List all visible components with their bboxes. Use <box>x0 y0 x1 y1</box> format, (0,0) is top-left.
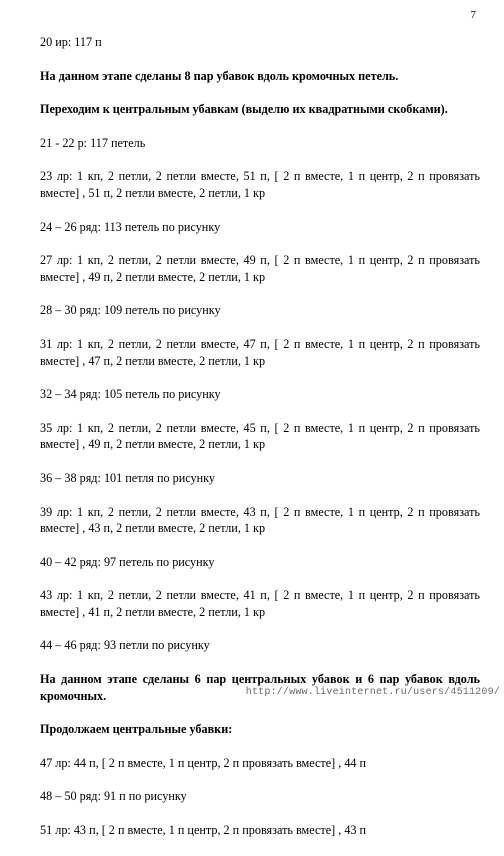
page-number: 7 <box>470 9 476 21</box>
pattern-row-paragraph: 20 ир: 117 п <box>40 35 102 49</box>
bold-note-paragraph: На данном этапе сделаны 8 пар убавок вдоль кромочных петель. <box>40 68 399 83</box>
pattern-row-paragraph: 35 лр: 1 кп, 2 петли, 2 петли вместе, 45 п, [ 2 п вместе, 1 п центр, 2 п провязать вместе] , 49 п, 2 петли вместе, 2 петли, 1 кр <box>40 420 480 452</box>
pattern-row-paragraph: 44 – 46 ряд: 93 петли по рисунку <box>40 638 210 653</box>
pattern-row-paragraph: 40 – 42 ряд: 97 петель по рисунку <box>40 554 215 569</box>
pattern-row-paragraph: 32 – 34 ряд: 105 петель по рисунку <box>40 387 221 402</box>
document-body <box>40 34 480 856</box>
bold-note-paragraph: Переходим к центральным убавкам (выделю их квадратными скобками). <box>40 102 448 117</box>
pattern-row-paragraph: 39 лр: 1 кп, 2 петли, 2 петли вместе, 43 п, [ 2 п вместе, 1 п центр, 2 п провязать вместе] , 43 п, 2 петли вместе, 2 петли, 1 кр <box>40 504 480 536</box>
pattern-row-paragraph: 28 – 30 ряд: 109 петель по рисунку <box>40 303 221 318</box>
pattern-row-paragraph: 23 лр: 1 кп, 2 петли, 2 петли вместе, 51 п, [ 2 п вместе, 1 п центр, 2 п провязать вместе] , 51 п, 2 петли вместе, 2 петли, 1 кр <box>40 169 480 200</box>
pattern-row-paragraph: 43 лр: 1 кп, 2 петли, 2 петли вместе, 41 п, [ 2 п вместе, 1 п центр, 2 п провязать вместе] , 41 п, 2 петли вместе, 2 петли, 1 кр <box>40 588 480 619</box>
pattern-row-paragraph: 51 лр: 43 п, [ 2 п вместе, 1 п центр, 2 п провязать вместе] , 43 п <box>40 823 367 838</box>
watermark-url: http://www.liveinternet.ru/users/4511209/ <box>245 687 500 698</box>
pattern-row-paragraph: 27 лр: 1 кп, 2 петли, 2 петли вместе, 49 п, [ 2 п вместе, 1 п центр, 2 п провязать вместе] , 49 п, 2 петли вместе, 2 петли, 1 кр <box>40 253 480 284</box>
bold-note-paragraph: На данном этапе сделаны 6 пар центральных убавок и 6 пар убавок вдоль кромочных. <box>40 672 480 703</box>
pattern-row-paragraph: 48 – 50 ряд: 91 п по рисунку <box>40 789 187 804</box>
pattern-row-paragraph: 36 – 38 ряд: 101 петля по рисунку <box>40 470 215 485</box>
pattern-row-paragraph: 47 лр: 44 п, [ 2 п вместе, 1 п центр, 2 п провязать вместе] , 44 п <box>40 755 367 770</box>
pattern-row-paragraph: 31 лр: 1 кп, 2 петли, 2 петли вместе, 47 п, [ 2 п вместе, 1 п центр, 2 п провязать вместе] , 47 п, 2 петли вместе, 2 петли, 1 кр <box>40 336 480 368</box>
bold-note-paragraph: Продолжаем центральные убавки: <box>40 722 233 737</box>
pattern-row-paragraph: 24 – 26 ряд: 113 петель по рисунку <box>40 219 221 234</box>
pattern-row-paragraph: 21 - 22 р: 117 петель <box>40 135 146 150</box>
